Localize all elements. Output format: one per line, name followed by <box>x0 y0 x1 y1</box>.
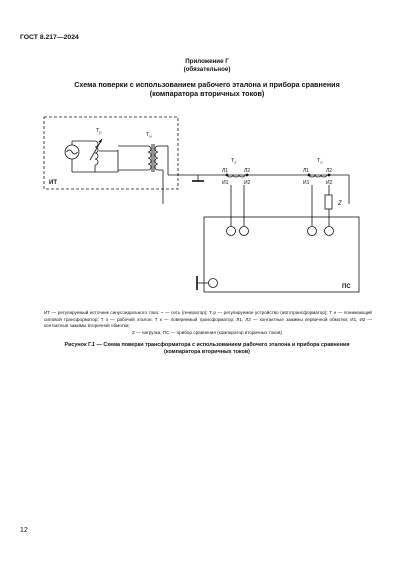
diagram-legend-last-line: Z — нагрузка; ПС — прибор сравнения (компаратор вторичных токов) <box>132 330 282 335</box>
source-enclosure <box>44 117 178 189</box>
standard-header: ГОСТ 8.217—2024 <box>20 34 79 41</box>
load-impedance <box>325 195 332 209</box>
page-number: 12 <box>20 527 28 534</box>
stepdown-transformer-label: $Т_н$ <box>146 132 152 139</box>
t0-terminal-l2: Л2 <box>326 168 333 174</box>
tested-transformer-label: $Т_х$ <box>231 158 237 165</box>
tx-terminal-i1: И1 <box>222 180 229 186</box>
sine-icon <box>67 150 78 154</box>
reference-transformer-label: $Т_о$ <box>317 158 323 165</box>
section-subheading: (компаратора вторичных токов) <box>149 89 265 98</box>
tx-l2-dot <box>246 174 248 176</box>
tx-l1-dot <box>226 174 228 176</box>
comparator-input-3 <box>308 227 317 236</box>
comparator-input-2 <box>240 227 249 236</box>
t0-l1-dot <box>308 174 310 176</box>
load-label: Z <box>338 201 342 207</box>
tx-terminal-l2: Л2 <box>244 168 251 174</box>
stepdown-primary-coil <box>148 146 151 170</box>
autotransformer-coil <box>95 141 98 165</box>
diagram-legend: ИТ — регулируемый источник синусоидального тока; ~ — сеть (генератор); Т р — регулируемое устройство (автотрансформатор); Т н — понижающий силовой трансформатор; Т о — рабочий эталон; Т х — поверяемый трансформатор; Л1, Л2 — контактные зажимы первичной обмотки; И1, И2 — контактные зажимы вторичной обмотки; <box>44 310 372 329</box>
comparator-label: ПС <box>342 284 351 290</box>
t0-terminal-i2: И2 <box>326 180 333 186</box>
comparator-ground-terminal <box>209 279 218 288</box>
section-heading: Схема поверки с использованием рабочего эталона и прибора сравнения <box>74 80 340 89</box>
source-label: ИТ <box>49 180 57 186</box>
figure-caption <box>0 342 414 356</box>
stepdown-secondary-coil <box>155 146 158 170</box>
appendix-title: Приложение Г <box>185 58 229 65</box>
appendix-status: (обязательное) <box>183 66 231 73</box>
tx-terminal-l1: Л1 <box>222 168 229 174</box>
tx-terminal-i2: И2 <box>244 180 251 186</box>
autotransformer-label: $Т_р$ <box>96 128 102 135</box>
t0-terminal-i1: И1 <box>303 180 310 186</box>
figure-caption-line2: (компаратора вторичных токов) <box>164 349 250 355</box>
figure-caption-line1: Рисунок Г.1 — Схема поверки трансформатора с использованием рабочего эталона и прибора сравнения <box>64 342 350 348</box>
comparator-input-1 <box>227 227 236 236</box>
t0-l2-dot <box>328 174 330 176</box>
t0-terminal-l1: Л1 <box>303 168 310 174</box>
slider-arrowhead-icon <box>99 139 103 143</box>
comparator-input-4 <box>325 227 334 236</box>
